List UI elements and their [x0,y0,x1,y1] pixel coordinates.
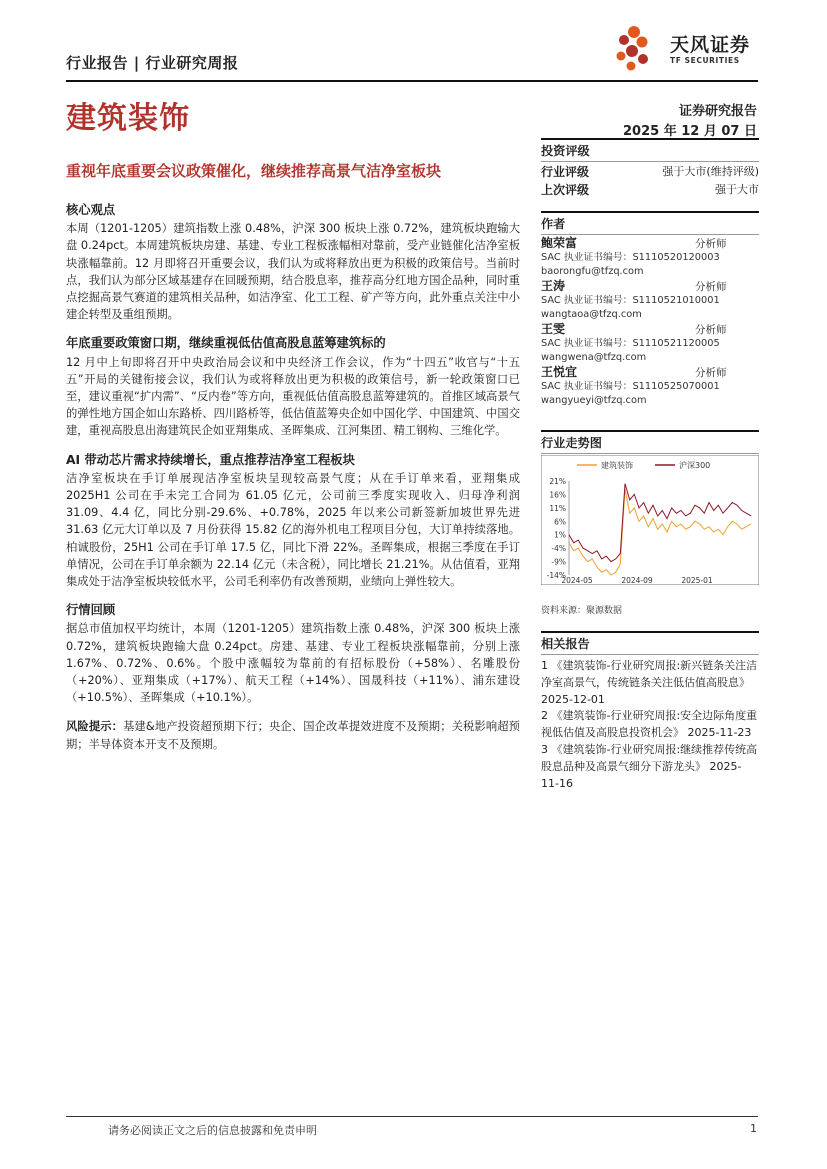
author-email[interactable]: wangwena@tfzq.com [541,351,647,363]
rating-row [541,162,759,180]
related-report-link[interactable]: 3 《建筑装饰-行业研究周报:继续推荐传统高股息品种及高景气细分下游龙头》 2025-11-16 [541,742,758,790]
main-content [66,202,520,753]
author-entry [541,235,759,278]
policy-text: 12 月中上旬即将召开中央政治局会议和中央经济工作会议，作为“十四五”收官与“十五五”开局的关键衔接会议，我们认为或将释放出更为积极的政策信号，新一轮政策窗口已至，建议重视“扩内需”、“反内卷”等方向，重视低估值高股息蓝筹建筑的。首推区域高景气的弹性地方国企如山东路桥、四川路桥等，低估值蓝筹央企如中国化学、中国建筑、中国交建，重视高股息出海建筑民企如亚翔集成、圣晖集成、江河集团、精工钢构、三维化学。 [66,355,520,438]
market-heading: 行情回顾 [66,603,116,618]
related-heading: 相关报告 [541,631,759,655]
legend-label: 建筑装饰 [601,461,633,470]
ai-text: 洁净室板块在手订单展现洁净室板块呈现较高景气度；从在手订单来看，亚翔集成 2025H1 公司在手未完工合同为 61.05 亿元，公司前三季度实现收入、归母净利润 31.09、4.4 亿，同比分别-29.6%、+0.78%，2025 年以来公司新签新加坡世界先进 31.63 亿元大订单以及 7 月份获得 15.82 亿的海外机电工程项目分包，大订单持续落地。柏诚股份，25H1 公司在手订单 17.5 亿，同比下滑 22%。圣晖集成，根据三季度在手订单情况，公司在手订单余额为 22.14 亿元（未含税），同比增长 21.21%。从估值看，亚翔集成处于洁净室板块较低水平，公司毛利率仍有改善预期，业绩向上弹性较大。 [66,471,520,589]
company-logo [612,22,762,74]
author-name: 王雯 [541,322,566,336]
x-tick-label: 2025-01 [681,576,713,585]
author-entry [541,364,759,407]
logo-text-cn: 天风证券 [670,34,751,56]
x-tick-label: 2024-09 [621,576,653,585]
rating-row [541,180,759,198]
header-divider [66,80,758,82]
author-email[interactable]: baorongfu@tfzq.com [541,265,644,277]
author-entry [541,321,759,364]
report-date: 2025 年 12 月 07 日 [623,124,757,139]
chart-source: 资料来源：聚源数据 [541,606,623,616]
author-role: 分析师 [695,367,727,379]
author-role: 分析师 [695,324,727,336]
industry-title: 建筑装饰 [66,101,190,136]
y-tick-label: -9% [551,557,566,567]
authors-heading: 作者 [541,211,759,235]
logo-mark-icon [612,22,668,74]
risk-text: 基建&地产投资超预期下行；央企、国企改革提效进度不及预期；关税影响超预期；半导体资本开支不及预期。 [66,720,520,751]
author-name: 王涛 [541,279,566,293]
core-text: 本周（1201-1205）建筑指数上涨 0.48%，沪深 300 板块上涨 0.72%，建筑板块跑输大盘 0.24pct。本周建筑板块房建、基建、专业工程板涨幅相对靠前，受产业链催化洁净室板块涨幅靠前。12 月即将召开重要会议，我们认为或将释放出更为积极的政策信号。当前时点，我们认为部分区域基建存在回暖预期，结合股息率，推荐高分红地方国企品种，同时重点挖掘高景气赛道的建筑相关品种，如洁净室、化工工程、矿产等方向，此外重点关注中小建企转型及重组预期。 [66,222,520,322]
author-email[interactable]: wangyueyi@tfzq.com [541,394,647,406]
related-report-link[interactable]: 2 《建筑装饰-行业研究周报:安全边际角度重视低估值及高股息投资机会》 2025-11-23 [541,709,758,740]
ai-heading: AI 带动芯片需求持续增长，重点推荐洁净室工程板块 [66,452,355,467]
rating-box [541,138,759,198]
report-category: 行业报告 | 行业研究周报 [66,54,239,72]
policy-heading: 年底重要政策窗口期，继续重视低估值高股息蓝筹建筑标的 [66,336,386,351]
y-tick-label: 11% [549,503,566,513]
chart-frame [541,455,759,585]
risk-paragraph [66,718,520,752]
y-tick-label: -14% [546,571,566,580]
author-name: 王悦宜 [541,365,578,379]
related-report-link[interactable]: 1 《建筑装饰-行业研究周报:新兴链条关注洁净室高景气，传统链条关注低估值高股息》 2025-12-01 [541,659,758,706]
market-text: 据总市值加权平均统计，本周（1201-1205）建筑指数上涨 0.48%，沪深 300 板块上涨 0.72%，建筑板块跑输大盘 0.24pct。房建、基建、专业工程板块涨幅靠前，分别上涨 1.67%、0.72%、0.6%。个股中涨幅较为靠前的有招标股份（+58%）、名雕股份（+20%）、亚翔集成（+17%）、航天工程（+14%）、国晟科技（+11%）、浦东建设（+10.5%）、圣晖集成（+10.1%）。 [66,622,520,705]
trend-box [541,430,759,454]
authors-box [541,211,759,407]
legend-label: 沪深300 [679,461,711,470]
author-cert: SAC 执业证书编号：S1110520120003 [541,252,720,263]
risk-heading: 风险提示： [66,720,124,734]
page-number: 1 [750,1122,757,1135]
trend-chart [541,455,759,585]
y-tick-label: 1% [554,530,566,540]
author-cert: SAC 执业证书编号：S1110521120005 [541,338,720,349]
report-title: 重视年底重要会议政策催化，继续推荐高景气洁净室板块 [66,162,442,180]
footer-disclaimer: 请务必阅读正文之后的信息披露和免责申明 [108,1124,317,1137]
y-tick-label: -4% [551,544,566,554]
footer-divider [66,1116,758,1117]
author-cert: SAC 执业证书编号：S1110521010001 [541,295,720,306]
trend-heading: 行业走势图 [541,430,759,454]
rating-value: 强于大市(维持评级) [662,165,759,178]
author-role: 分析师 [695,281,727,293]
x-tick-label: 2024-05 [561,576,593,585]
author-email[interactable]: wangtaoa@tfzq.com [541,308,642,320]
rating-value: 强于大市 [715,183,759,196]
y-tick-label: 6% [554,517,566,527]
report-type: 证券研究报告 [678,104,757,119]
y-tick-label: 16% [549,490,566,500]
related-box [541,631,759,792]
rating-heading: 投资评级 [541,138,759,162]
rating-key: 行业评级 [541,164,590,179]
y-tick-label: 21% [549,477,566,486]
core-heading: 核心观点 [66,203,116,217]
author-entry [541,278,759,321]
author-name: 鲍荣富 [541,236,578,250]
rating-key: 上次评级 [541,182,590,197]
author-cert: SAC 执业证书编号：S1110525070001 [541,381,720,392]
author-role: 分析师 [695,238,727,250]
logo-text-en: TF SECURITIES [670,56,740,65]
